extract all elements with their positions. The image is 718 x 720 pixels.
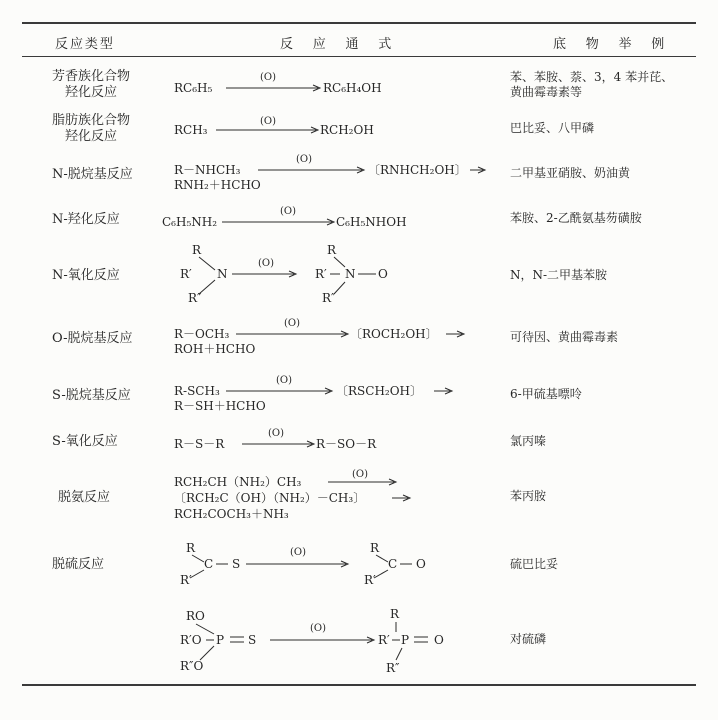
table-bottom-rule: [22, 684, 696, 686]
header-reaction-type: 反应类型: [55, 37, 115, 52]
row-n-oxidation-formula: [150, 238, 500, 312]
row-aliphatic-hydroxylation-examples: 巴比妥、八甲磷: [510, 121, 595, 135]
row-s-oxidation-formula: [150, 426, 500, 456]
row-aromatic-hydroxylation-examples: 苯、苯胺、萘、3，4 苯并芘、 黄曲霉毒素等: [510, 70, 674, 99]
svg-text:(O): (O): [296, 154, 313, 165]
row-aromatic-hydroxylation-category: 芳香族化合物 羟化反应: [52, 69, 131, 100]
svg-text:(O): (O): [352, 469, 369, 480]
header-substrate-examples: 底 物 举 例: [553, 37, 672, 52]
svg-text:O: O: [434, 633, 444, 647]
svg-text:R′: R′: [364, 573, 376, 587]
row-desulfuration-category: 脱硫反应: [52, 557, 105, 572]
row-desulfuration-examples: 硫巴比妥: [510, 557, 559, 571]
svg-text:〔RSCH₂OH〕: 〔RSCH₂OH〕: [336, 384, 423, 398]
svg-text:(O): (O): [258, 258, 275, 269]
row-deamination-category: 脱氨反应: [58, 490, 111, 505]
svg-text:R′O: R′O: [180, 633, 202, 647]
row-aliphatic-hydroxylation-formula: [150, 116, 500, 146]
svg-text:S: S: [248, 633, 257, 647]
row-s-dealkylation-category: S-脱烷基反应: [52, 388, 131, 403]
row-phosphorothioate-examples: 对硫磷: [510, 632, 547, 646]
svg-text:〔RNHCH₂OH〕: 〔RNHCH₂OH〕: [368, 163, 467, 177]
svg-text:R″: R″: [386, 661, 400, 675]
row-aromatic-hydroxylation-formula: [150, 70, 500, 100]
svg-text:(O): (O): [290, 547, 307, 558]
svg-text:(O): (O): [260, 72, 277, 83]
svg-text:R－OCH₃: R－OCH₃: [174, 327, 230, 341]
svg-text:ROH＋HCHO: ROH＋HCHO: [174, 342, 256, 356]
row-s-dealkylation-examples: 6-甲硫基嘌呤: [510, 387, 582, 401]
row-deamination-formula: [150, 468, 500, 524]
svg-text:R″: R″: [322, 291, 336, 305]
svg-text:RCH₂COCH₃＋NH₃: RCH₂COCH₃＋NH₃: [174, 507, 289, 521]
row-n-hydroxylation-category: N-羟化反应: [52, 212, 120, 227]
row-n-hydroxylation-examples: 苯胺、2-乙酰氨基芴磺胺: [510, 211, 642, 225]
svg-text:(O): (O): [268, 428, 285, 439]
svg-text:RCH₂OH: RCH₂OH: [320, 123, 374, 137]
svg-text:R－NHCH₃: R－NHCH₃: [174, 163, 241, 177]
row-o-dealkylation-formula: [150, 316, 500, 358]
svg-text:RCH₂CH（NH₂）CH₃: RCH₂CH（NH₂）CH₃: [174, 475, 302, 489]
svg-text:R: R: [186, 541, 196, 555]
row-n-dealkylation-category: N-脱烷基反应: [52, 167, 133, 182]
svg-text:R′: R′: [378, 633, 390, 647]
table-top-rule: [22, 22, 696, 24]
row-n-oxidation-category: N-氧化反应: [52, 268, 120, 283]
svg-text:R″: R″: [188, 291, 202, 305]
svg-text:R－SO－R: R－SO－R: [316, 437, 377, 451]
svg-text:R″O: R″O: [180, 659, 204, 673]
svg-text:RNH₂＋HCHO: RNH₂＋HCHO: [174, 178, 261, 192]
row-phosphorothioate-formula: [150, 604, 500, 676]
row-n-hydroxylation-formula: [150, 204, 500, 234]
svg-text:R: R: [390, 607, 400, 621]
svg-text:R: R: [327, 243, 337, 257]
row-s-oxidation-category: S-氧化反应: [52, 434, 118, 449]
svg-text:〔ROCH₂OH〕: 〔ROCH₂OH〕: [350, 327, 438, 341]
row-o-dealkylation-examples: 可待因、黄曲霉毒素: [510, 330, 619, 344]
svg-text:S: S: [232, 557, 241, 571]
svg-text:R: R: [192, 243, 202, 257]
svg-text:(O): (O): [276, 375, 293, 386]
svg-text:R′: R′: [315, 267, 327, 281]
svg-text:P: P: [216, 633, 225, 647]
row-deamination-examples: 苯丙胺: [510, 489, 547, 503]
row-s-oxidation-examples: 氯丙嗪: [510, 434, 547, 448]
row-desulfuration-formula: [150, 536, 500, 592]
header-rule: [22, 56, 696, 57]
svg-text:C: C: [204, 557, 214, 571]
row-o-dealkylation-category: O-脱烷基反应: [52, 331, 133, 346]
svg-text:N: N: [345, 267, 356, 281]
svg-text:R′: R′: [180, 267, 192, 281]
svg-text:(O): (O): [280, 206, 297, 217]
svg-text:R: R: [370, 541, 380, 555]
svg-text:RC₆H₅: RC₆H₅: [174, 81, 213, 95]
svg-text:O: O: [378, 267, 388, 281]
svg-text:C₆H₅NH₂: C₆H₅NH₂: [162, 215, 218, 229]
row-n-oxidation-examples: N，N-二甲基苯胺: [510, 268, 608, 282]
row-s-dealkylation-formula: [150, 373, 500, 415]
svg-text:(O): (O): [310, 623, 327, 634]
svg-text:R－S－R: R－S－R: [174, 437, 225, 451]
svg-text:(O): (O): [284, 318, 301, 329]
svg-text:RC₆H₄OH: RC₆H₄OH: [323, 81, 382, 95]
svg-text:R－SH＋HCHO: R－SH＋HCHO: [174, 399, 266, 413]
header-general-formula: 反 应 通 式: [280, 37, 399, 52]
svg-text:R-SCH₃: R-SCH₃: [174, 384, 220, 398]
row-n-dealkylation-formula: [150, 152, 500, 194]
svg-text:〔RCH₂C（OH）（NH₂）－CH₃〕: 〔RCH₂C（OH）（NH₂）－CH₃〕: [174, 491, 366, 505]
svg-text:P: P: [401, 633, 410, 647]
svg-text:RCH₃: RCH₃: [174, 123, 208, 137]
svg-text:C: C: [388, 557, 398, 571]
svg-text:O: O: [416, 557, 426, 571]
row-n-dealkylation-examples: 二甲基亚硝胺、奶油黄: [510, 166, 631, 180]
row-aliphatic-hydroxylation-category: 脂肪族化合物 羟化反应: [52, 113, 131, 144]
svg-text:(O): (O): [260, 116, 277, 127]
svg-text:C₆H₅NHOH: C₆H₅NHOH: [336, 215, 407, 229]
svg-text:N: N: [217, 267, 228, 281]
svg-text:RO: RO: [186, 609, 205, 623]
svg-text:R′: R′: [180, 573, 192, 587]
